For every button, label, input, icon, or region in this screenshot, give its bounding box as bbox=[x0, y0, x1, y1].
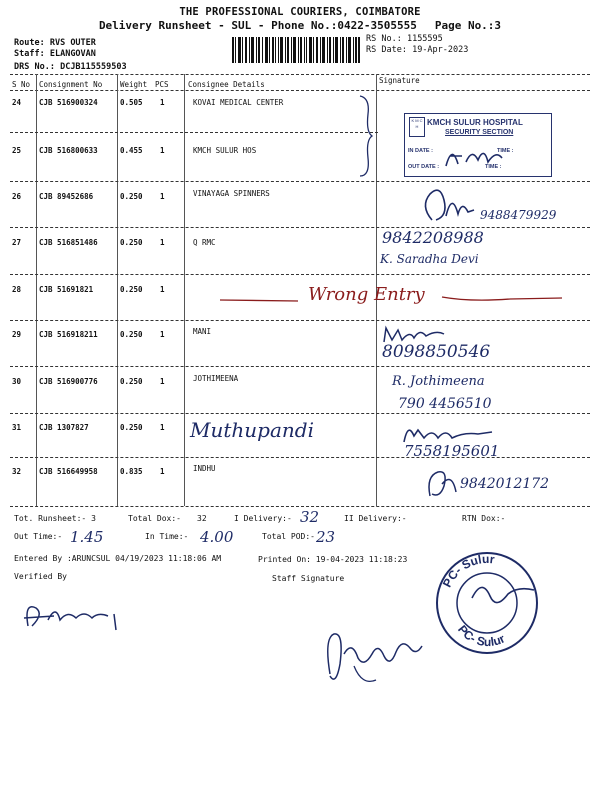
rs-no-line bbox=[366, 34, 443, 44]
row-separator bbox=[10, 320, 590, 321]
row-sno: 26 bbox=[12, 192, 22, 201]
row-consignee: MANI bbox=[193, 327, 212, 336]
route-line bbox=[14, 38, 96, 48]
row-pcs: 1 bbox=[160, 377, 165, 386]
signature-row32 bbox=[422, 466, 462, 502]
row-consignment: CJB 516900324 bbox=[39, 98, 98, 107]
stamp-top-text: PC- Sulur bbox=[439, 551, 496, 590]
row-sno: 29 bbox=[12, 330, 22, 339]
staff-value: ELANGOVAN bbox=[49, 49, 96, 59]
drs-line bbox=[14, 62, 127, 72]
row-weight: 0.250 bbox=[120, 238, 143, 247]
row-separator bbox=[10, 181, 590, 182]
header-weight: Weight bbox=[120, 80, 148, 89]
verified-by-label: Verified By bbox=[14, 572, 67, 581]
row-separator bbox=[10, 132, 378, 133]
out-time-value: 1.45 bbox=[70, 528, 104, 546]
col-divider-weight bbox=[184, 74, 185, 506]
row-separator bbox=[10, 457, 590, 458]
rtn-dox-label: RTN Dox:- bbox=[462, 514, 506, 523]
branch-stamp bbox=[432, 548, 542, 658]
row-weight: 0.250 bbox=[120, 377, 143, 386]
handwritten-phone: 9842208988 bbox=[382, 228, 484, 247]
i-delivery-value: 32 bbox=[300, 508, 320, 526]
company-title: THE PROFESSIONAL COURIERS, COIMBATORE bbox=[179, 6, 421, 18]
row-separator bbox=[10, 274, 590, 275]
handwritten-phone: 9488479929 bbox=[480, 208, 557, 222]
rs-no-label: RS No.: bbox=[366, 34, 402, 44]
col-divider-sno bbox=[36, 74, 37, 506]
rs-no-value: 1155595 bbox=[406, 34, 443, 44]
header-sno: S No bbox=[12, 80, 31, 89]
col-divider-consignment bbox=[117, 74, 118, 506]
row-weight: 0.250 bbox=[120, 285, 143, 294]
kmch-logo: K M C H bbox=[409, 117, 425, 137]
row-pcs: 1 bbox=[160, 423, 165, 432]
row-sno: 27 bbox=[12, 238, 22, 247]
row-pcs: 1 bbox=[160, 146, 165, 155]
handwritten-name: R. Jothimeena bbox=[392, 374, 485, 389]
total-pod-label: Total POD:- bbox=[262, 532, 315, 541]
table-bottom-rule bbox=[10, 506, 590, 507]
barcode bbox=[232, 37, 360, 63]
table-header-rule bbox=[10, 90, 590, 91]
row-pcs: 1 bbox=[160, 98, 165, 107]
printed-on: Printed On: 19-04-2023 11:18:23 bbox=[258, 555, 408, 564]
row-consignment: CJB 516800633 bbox=[39, 146, 98, 155]
row-pcs: 1 bbox=[160, 285, 165, 294]
handwritten-consignee: Muthupandi bbox=[190, 418, 314, 442]
staff-signature-label: Staff Signature bbox=[272, 574, 345, 583]
row-consignment: CJB 1307827 bbox=[39, 423, 89, 432]
handwritten-phone: 790 4456510 bbox=[398, 396, 492, 412]
row-consignment: CJB 516649958 bbox=[39, 467, 98, 476]
in-time-value: 4.00 bbox=[200, 528, 234, 546]
row-consignee: KOVAI MEDICAL CENTER bbox=[193, 98, 284, 107]
runsheet-text: Delivery Runsheet - SUL - Phone No.:0422-3505555 bbox=[98, 19, 417, 32]
row-consignment: CJB 51691821 bbox=[39, 285, 94, 294]
route-value: RVS OUTER bbox=[49, 38, 96, 48]
in-time-label: In Time:- bbox=[145, 532, 189, 541]
row-consignee: JOTHIMEENA bbox=[193, 374, 239, 383]
row-consignee: INDHU bbox=[193, 464, 216, 473]
rs-date-label: RS Date: bbox=[366, 45, 407, 55]
total-dox-value: 32 bbox=[197, 514, 207, 523]
bracket-mark bbox=[356, 92, 378, 180]
runsheet-title bbox=[0, 19, 600, 32]
entered-by: Entered By :ARUNCSUL 04/19/2023 11:18:06 AM bbox=[14, 554, 222, 563]
stamp-time-in: TIME : bbox=[497, 148, 514, 154]
row-consignment: CJB 516900776 bbox=[39, 377, 98, 386]
stamp-bottom-text: PC- Sulur bbox=[455, 622, 508, 650]
staff-label: Staff: bbox=[14, 49, 45, 59]
table-top-rule bbox=[10, 74, 590, 75]
row-sno: 30 bbox=[12, 377, 22, 386]
row-consignee: Q RMC bbox=[193, 238, 216, 247]
row-separator bbox=[10, 227, 590, 228]
wrong-entry-note: Wrong Entry bbox=[308, 284, 425, 305]
stamp-signature bbox=[440, 140, 520, 170]
row-sno: 24 bbox=[12, 98, 22, 107]
drs-value: DCJB115559503 bbox=[60, 62, 127, 72]
row-separator bbox=[10, 366, 590, 367]
row-sno: 31 bbox=[12, 423, 22, 432]
handwritten-phone: 9842012172 bbox=[460, 476, 550, 492]
row-consignment: CJB 516851486 bbox=[39, 238, 98, 247]
verified-signature bbox=[18, 596, 138, 636]
rs-date-line bbox=[366, 45, 468, 55]
rs-date-value: 19-Apr-2023 bbox=[412, 45, 469, 55]
stamp-out-date: OUT DATE : bbox=[408, 164, 440, 170]
row-consignment: CJB 516918211 bbox=[39, 330, 98, 339]
i-delivery-label: I Delivery:- bbox=[234, 514, 292, 523]
stamp-in-date: IN DATE : bbox=[408, 148, 433, 154]
stamp-hospital-name: KMCH SULUR HOSPITAL bbox=[427, 118, 523, 127]
row-pcs: 1 bbox=[160, 192, 165, 201]
row-weight: 0.250 bbox=[120, 330, 143, 339]
row-sno: 25 bbox=[12, 146, 22, 155]
row-weight: 0.835 bbox=[120, 467, 143, 476]
header-pcs: PCS bbox=[155, 80, 169, 89]
row-weight: 0.250 bbox=[120, 423, 143, 432]
stamp-section: SECURITY SECTION bbox=[445, 129, 514, 136]
staff-signature bbox=[318, 624, 428, 694]
out-time-label: Out Time:- bbox=[14, 532, 63, 541]
staff-line bbox=[14, 49, 96, 59]
total-dox-label: Total Dox:- bbox=[128, 514, 181, 523]
row-consignment: CJB 89452686 bbox=[39, 192, 94, 201]
header-consignee: Consignee Details bbox=[188, 80, 265, 89]
stamp-time-out: TIME : bbox=[485, 164, 502, 170]
row-weight: 0.250 bbox=[120, 192, 143, 201]
handwritten-phone: 8098850546 bbox=[382, 342, 491, 362]
row-sno: 32 bbox=[12, 467, 22, 476]
handwritten-phone: 7558195601 bbox=[404, 442, 500, 460]
header-signature: Signature bbox=[379, 76, 420, 85]
row-consignee: VINAYAGA SPINNERS bbox=[193, 189, 270, 198]
drs-label: DRS No.: bbox=[14, 62, 55, 72]
row-pcs: 1 bbox=[160, 330, 165, 339]
page-number: Page No.:3 bbox=[434, 19, 502, 32]
header-consignment: Consignment No bbox=[39, 80, 103, 89]
row-pcs: 1 bbox=[160, 238, 165, 247]
tot-runsheet: Tot. Runsheet:- 3 bbox=[14, 514, 96, 523]
total-pod-value: 23 bbox=[316, 528, 336, 546]
row-consignee: KMCH SULUR HOS bbox=[193, 146, 257, 155]
row-separator bbox=[10, 413, 590, 414]
row-weight: 0.505 bbox=[120, 98, 143, 107]
row-weight: 0.455 bbox=[120, 146, 143, 155]
ii-delivery-label: II Delivery:- bbox=[344, 514, 407, 523]
signature-row26 bbox=[418, 186, 480, 226]
route-label: Route: bbox=[14, 38, 45, 48]
handwritten-name: K. Saradha Devi bbox=[380, 252, 479, 266]
row-pcs: 1 bbox=[160, 467, 165, 476]
row-sno: 28 bbox=[12, 285, 22, 294]
